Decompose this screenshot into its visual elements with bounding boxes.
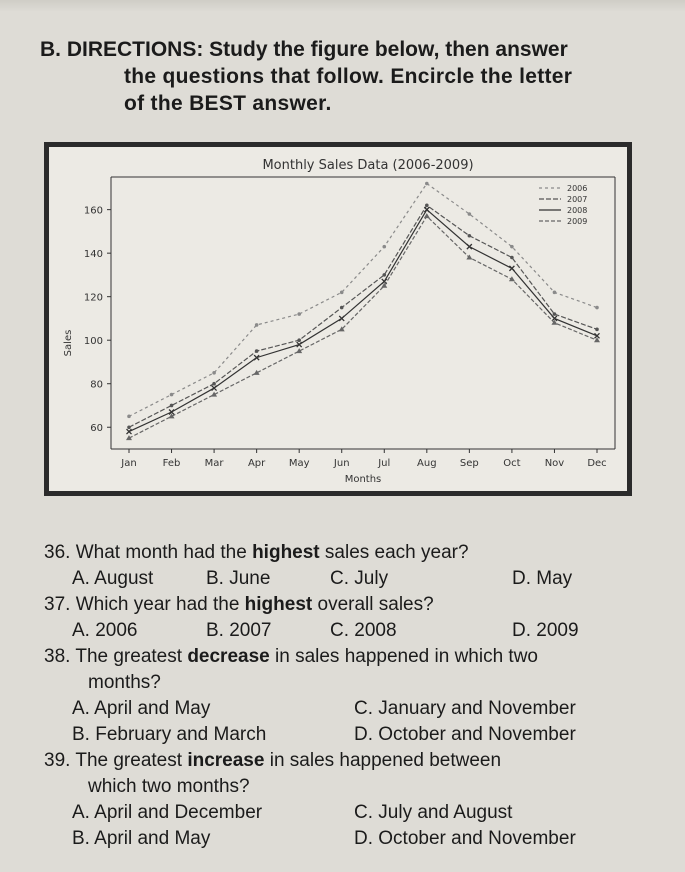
x-axis-label: Months [344,474,382,485]
answer-option[interactable]: A. April and December [72,802,263,823]
series-2007-point [425,203,429,207]
question-39 [44,748,644,852]
y-tick-label: 60 [90,423,103,435]
options-row [44,800,644,826]
directions-line-3: of the BEST answer. [124,92,332,115]
answer-option[interactable]: A. April and May [72,698,211,719]
chart-frame [44,142,632,496]
directions-line-1: B. DIRECTIONS: Study the figure below, then answer [40,38,568,61]
x-tick-label: Aug [417,458,437,469]
answer-option[interactable]: C. July [330,568,389,589]
x-tick-label: Jan [121,458,137,469]
y-tick-label: 120 [83,292,103,304]
directions-line-2: the questions that follow. Encircle the letter [124,65,573,88]
question-36 [44,540,644,592]
stem-emphasis: highest [252,542,320,563]
series-2006-point [255,323,259,327]
series-2006-point [297,312,301,316]
x-tick-label: Mar [204,458,224,469]
answer-option[interactable]: C. January and November [354,698,576,719]
answer-option[interactable]: A. August [72,568,154,589]
x-tick-label: May [288,458,310,469]
y-tick-label: 80 [90,379,103,391]
x-tick-label: Dec [587,458,607,469]
series-2006-point [382,245,386,249]
answer-option[interactable]: B. 2007 [206,620,272,641]
x-tick-label: Feb [162,458,181,469]
stem-text: 39. The greatest [44,750,188,771]
series-2006-point [212,371,216,375]
stem-emphasis: highest [244,594,313,615]
answer-option[interactable]: D. October and November [354,724,576,745]
series-2008-point [212,386,217,391]
series-2007-point [468,234,472,238]
series-2007-point [127,425,131,429]
x-tick-label: Jun [333,458,350,469]
series-2006-point [170,393,174,397]
x-tick-label: Jul [378,458,391,469]
question-stem [44,644,644,670]
series-2006-point [425,182,429,186]
y-tick-label: 140 [83,249,103,261]
options-row [44,618,644,644]
stem-text: 36. What month had the [44,542,253,563]
question-stem [44,748,644,774]
y-tick-label: 100 [83,336,103,348]
series-2006-point [553,291,557,295]
legend-label-2007: 2007 [567,195,588,204]
answer-option[interactable]: D. 2009 [512,620,579,641]
options-row [44,826,644,852]
stem-text: 37. Which year had the [44,594,245,615]
answer-option[interactable]: C. 2008 [330,620,397,641]
chart-title: Monthly Sales Data (2006-2009) [262,158,474,173]
x-tick-label: Sep [459,458,479,469]
directions [40,36,640,117]
answer-option[interactable]: D. May [512,568,573,589]
question-38 [44,644,644,748]
series-2007-point [382,273,386,277]
legend-label-2009: 2009 [567,217,588,226]
questions-list [44,540,644,852]
x-tick-label: Apr [247,458,266,469]
series-2007-line [129,205,597,427]
series-2008-point [127,429,132,434]
series-2006-point [127,415,131,419]
answer-option[interactable]: A. 2006 [72,620,138,641]
series-2007-point [212,382,216,386]
legend-label-2008: 2008 [567,206,588,215]
line-chart [49,147,627,491]
series-2006-point [468,212,472,216]
question-stem-continued: months? [88,672,161,693]
series-2006-point [510,245,514,249]
legend-label-2006: 2006 [567,184,588,193]
series-2008-line [129,210,597,432]
question-37 [44,592,644,644]
answer-option[interactable]: C. July and August [354,802,513,823]
series-2007-point [170,404,174,408]
options-row [44,696,644,722]
stem-text: 38. The greatest [44,646,188,667]
answer-option[interactable]: B. June [206,568,271,589]
stem-emphasis: increase [187,750,265,771]
series-2008-point [509,266,514,271]
options-row [44,566,644,592]
stem-text: in sales happened between [264,750,502,771]
series-2006-point [340,291,344,295]
series-2007-point [510,256,514,260]
question-stem-continued: which two months? [88,776,250,797]
y-axis-label: Sales [63,329,74,357]
stem-text: overall sales? [312,594,434,615]
options-row [44,722,644,748]
series-2008-point [467,244,472,249]
series-2008-point [424,207,429,212]
question-stem [44,540,644,566]
answer-option[interactable]: D. October and November [354,828,576,849]
series-2009-point [466,255,472,260]
series-2007-point [340,306,344,310]
page-top-edge [0,0,685,12]
answer-option[interactable]: B. February and March [72,724,267,745]
series-2008-point [339,316,344,321]
series-2006-point [595,306,599,310]
series-2007-point [297,338,301,342]
question-stem [44,592,644,618]
series-2007-point [553,312,557,316]
stem-text: in sales happened in which two [269,646,539,667]
stem-text: sales each year? [319,542,469,563]
answer-option[interactable]: B. April and May [72,828,211,849]
series-2007-point [255,349,259,353]
x-tick-label: Nov [544,458,565,469]
series-2007-point [595,328,599,332]
y-tick-label: 160 [83,205,103,217]
series-2009-line [129,216,597,438]
stem-emphasis: decrease [187,646,270,667]
x-tick-label: Oct [503,458,521,469]
